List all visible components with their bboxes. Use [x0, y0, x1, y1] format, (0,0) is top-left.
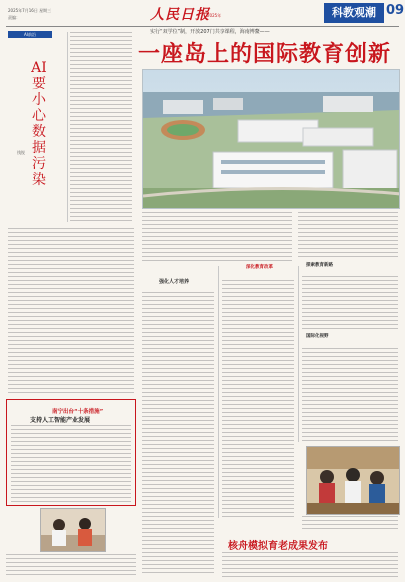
boxed-headline-1: 南宁出台“十条措施” — [52, 409, 104, 415]
body-text-block — [142, 520, 214, 576]
section-title: 科教观潮 — [324, 3, 384, 23]
editor-credit: 责编： — [8, 15, 20, 20]
feature-kicker: 实行“双学位”制，开放207门共享课程，海南博鳌—— — [150, 29, 270, 35]
body-text-block — [222, 552, 398, 578]
subhead: 探索教育新路 — [306, 263, 333, 268]
body-text-block — [298, 212, 398, 260]
column-divider — [218, 266, 219, 518]
campus-aerial-photo — [142, 69, 400, 209]
body-text-block — [222, 280, 294, 518]
header-rule — [6, 26, 399, 27]
body-text-block — [70, 32, 132, 222]
newspaper-logo: 人民日报 — [150, 7, 210, 23]
subhead: 国际化视野 — [306, 334, 329, 339]
body-text-block — [142, 292, 214, 518]
photo-caption — [6, 554, 136, 576]
bottom-headline: 核舟模拟育老成果发布 — [228, 541, 328, 552]
column-divider — [298, 266, 299, 442]
subhead: 深化教育改革 — [246, 265, 273, 270]
body-text-block — [8, 228, 134, 394]
logo-sub: 2025年 — [207, 13, 222, 18]
vertical-byline: 钱锐 — [17, 150, 25, 155]
feature-headline: 一座岛上的国际教育创新 — [138, 41, 392, 67]
classroom-photo — [306, 446, 400, 515]
lab-photo — [40, 508, 106, 552]
body-text-block — [302, 276, 398, 330]
boxed-headline-2: 支持人工智能产业发展 — [30, 417, 91, 424]
column-divider — [67, 32, 68, 222]
issue-date: 2025年7月16日 星期三 — [8, 8, 52, 13]
body-text-block — [142, 212, 292, 262]
page-number: 09 — [386, 3, 405, 18]
subhead: 强化人才培养 — [159, 279, 190, 285]
body-text-block — [11, 425, 131, 503]
vertical-title: AI要小心数据污染 — [31, 60, 47, 188]
photo-caption — [302, 516, 398, 530]
column-tag: AI前沿 — [8, 31, 52, 38]
body-text-block — [302, 348, 398, 442]
